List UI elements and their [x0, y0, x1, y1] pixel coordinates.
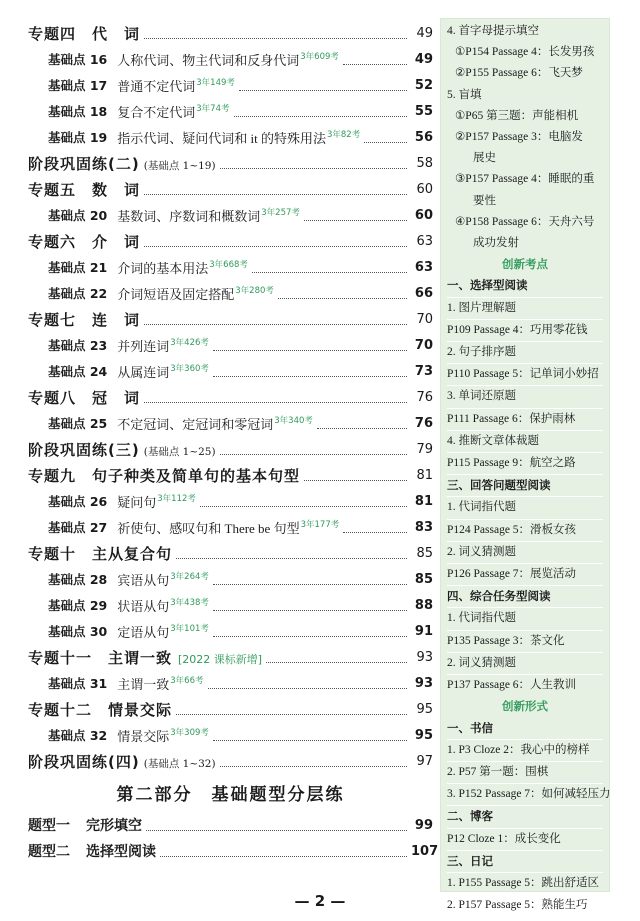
- sidebar-line: P109 Passage 4：巧用零花钱: [447, 320, 603, 342]
- toc-item-row: [28, 358, 433, 384]
- page-number-cell: 70: [416, 311, 433, 327]
- toc-title-text: 祈使句、感叹句和 There be 句型: [117, 520, 300, 536]
- toc-topic-row: [28, 540, 433, 566]
- toc-title: [117, 336, 209, 355]
- sidebar-line: ②P155 Passage 6：飞天梦: [455, 67, 583, 80]
- toc-title-text: 专题六 介 词: [28, 232, 141, 251]
- exam-frequency: 3年426考: [170, 337, 209, 348]
- sidebar-line: 创新形式: [502, 699, 548, 714]
- toc-title: [28, 309, 140, 330]
- toc-title-text: 阶段巩固练(二): [28, 154, 140, 173]
- toc-title: [117, 492, 196, 511]
- dot-leader: [208, 688, 408, 689]
- item-code: 基础点 26: [48, 494, 108, 509]
- toc-title-text: 疑问句: [117, 494, 157, 510]
- exam-frequency: 3年438考: [170, 597, 209, 608]
- toc-item-row: [28, 722, 433, 748]
- part-row-title: [28, 815, 142, 835]
- dot-leader: [160, 856, 407, 857]
- exam-frequency: 3年668考: [209, 259, 248, 270]
- page-number-cell: 99: [414, 817, 433, 833]
- toc-topic-row: [28, 384, 433, 410]
- dot-leader: [146, 830, 407, 831]
- toc-title: [117, 570, 209, 589]
- toc-title: [117, 518, 339, 537]
- toc-title: [117, 50, 339, 69]
- sidebar-line: P135 Passage 3：茶文化: [447, 631, 603, 653]
- sidebar-line: 展史: [473, 152, 496, 165]
- toc-title-text: 专题十二 情景交际: [28, 700, 173, 719]
- toc-title-text: 情景交际: [117, 728, 170, 744]
- dot-leader: [213, 610, 407, 611]
- page-number-cell: 70: [414, 337, 433, 353]
- part-name: 选择型阅读: [86, 844, 156, 860]
- toc-item-row: [28, 592, 433, 618]
- toc-topic-row: [28, 306, 433, 332]
- toc-item-row: [28, 98, 433, 124]
- sidebar-line: 要性: [473, 194, 496, 207]
- sidebar-line: 5. 盲填: [447, 88, 482, 101]
- toc-topic-row: [28, 150, 433, 176]
- toc-title: [117, 258, 248, 277]
- sidebar-line: 创新考点: [502, 257, 548, 272]
- toc-title: [117, 726, 209, 745]
- page-number-cell: 58: [416, 155, 433, 171]
- sidebar-line: 2. P157 Passage 5：熟能生巧: [447, 899, 588, 912]
- toc-item-row: [28, 410, 433, 436]
- toc-title-text: 阶段巩固练(四): [28, 752, 140, 771]
- page-number-cell: 63: [414, 259, 433, 275]
- page-number-cell: 56: [414, 129, 433, 145]
- toc-title: [117, 622, 209, 641]
- point-range: (基础点 1~19): [143, 159, 216, 172]
- toc-topic-row: [28, 696, 433, 722]
- toc-title-text: 普通不定代词: [117, 78, 196, 94]
- exam-frequency: 3年149考: [196, 77, 235, 88]
- page-number-cell: 95: [414, 727, 433, 743]
- dot-leader: [364, 142, 407, 143]
- exam-frequency: 3年66考: [170, 675, 204, 686]
- item-code: 基础点 28: [48, 572, 108, 587]
- toc-title-text: 宾语从句: [117, 572, 170, 588]
- exam-frequency: 3年360考: [170, 363, 209, 374]
- item-code: 基础点 30: [48, 624, 108, 639]
- page-number-cell: 52: [414, 77, 433, 93]
- toc-topic-row: [28, 748, 433, 774]
- toc-title: [28, 699, 172, 720]
- toc-title-text: 专题五 数 词: [28, 180, 141, 199]
- toc-title-text: 专题八 冠 词: [28, 388, 141, 407]
- exam-frequency: 3年82考: [326, 129, 361, 140]
- part-row: [28, 812, 433, 838]
- dot-leader: [144, 324, 407, 325]
- dot-leader: [317, 428, 407, 429]
- toc-topic-row: [28, 436, 433, 462]
- toc-item-row: [28, 46, 433, 72]
- dot-leader: [213, 636, 407, 637]
- page-number-cell: 85: [416, 545, 433, 561]
- dot-leader: [343, 532, 407, 533]
- toc-title: [117, 674, 203, 693]
- toc-title-text: 阶段巩固练(三): [28, 440, 140, 459]
- toc-title: [117, 596, 209, 615]
- toc-title-text: 人称代词、物主代词和反身代词: [117, 52, 300, 68]
- sidebar-line: ①P65 第三题：声能相机: [455, 109, 579, 122]
- sidebar-line: 1. P3 Cloze 2：我心中的榜样: [447, 740, 603, 762]
- sidebar-line: 三、回答问题型阅读: [447, 475, 603, 497]
- toc-topic-row: [28, 228, 433, 254]
- dot-leader: [176, 558, 407, 559]
- exam-frequency: 3年112考: [157, 493, 196, 504]
- sidebar-line: 2. 词义猜测题: [447, 542, 603, 564]
- sidebar-line: 成功发射: [473, 237, 519, 250]
- toc-title-text: 专题十一 主谓一致: [28, 648, 173, 667]
- toc-title: [28, 387, 140, 408]
- page-number-cell: 73: [414, 363, 433, 379]
- page-number-cell: 93: [414, 675, 433, 691]
- sidebar-line: 1. 代词指代题: [447, 608, 603, 630]
- dot-leader: [266, 662, 407, 663]
- item-code: 基础点 24: [48, 364, 108, 379]
- sidebar-line: 1. 图片理解题: [447, 298, 603, 320]
- item-code: 基础点 17: [48, 78, 108, 93]
- page-number-cell: 60: [414, 207, 433, 223]
- part-label: 题型一: [28, 818, 70, 834]
- new-standard-tag: [2022 课标新增]: [178, 652, 263, 666]
- sidebar-line: 二、博客: [447, 806, 603, 828]
- dot-leader: [176, 714, 407, 715]
- part-row: [28, 838, 439, 864]
- toc-item-row: [28, 202, 433, 228]
- sidebar-line: 1. 代词指代题: [447, 497, 603, 519]
- page-number-cell: 81: [416, 467, 433, 483]
- toc-title: [117, 284, 274, 303]
- dot-leader: [144, 402, 407, 403]
- part-row-title: [28, 841, 156, 861]
- item-code: 基础点 29: [48, 598, 108, 613]
- page-number-cell: 60: [416, 181, 433, 197]
- sidebar-line: 三、日记: [447, 851, 603, 873]
- dot-leader: [213, 584, 407, 585]
- toc-title: [117, 128, 360, 147]
- page-number-cell: 55: [414, 103, 433, 119]
- toc-item-row: [28, 488, 433, 514]
- dot-leader: [220, 168, 407, 169]
- toc-title-text: 基数词、序数词和概数词: [117, 208, 261, 224]
- exam-frequency: 3年309考: [170, 727, 209, 738]
- dot-leader: [343, 64, 407, 65]
- dot-leader: [144, 38, 407, 39]
- page-number-cell: 49: [416, 25, 433, 41]
- exam-frequency: 3年264考: [170, 571, 209, 582]
- exam-frequency: 3年74考: [196, 103, 230, 114]
- page-number-cell: 91: [414, 623, 433, 639]
- toc-title-text: 专题九 句子种类及简单句的基本句型: [28, 466, 301, 485]
- dot-leader: [213, 740, 407, 741]
- toc-topic-row: [28, 20, 433, 46]
- toc-item-row: [28, 514, 433, 540]
- toc-item-row: [28, 124, 433, 150]
- toc-title: [28, 647, 262, 668]
- sidebar-line: 四、综合任务型阅读: [447, 586, 603, 608]
- sidebar-panel: [440, 18, 611, 912]
- toc-title: [28, 153, 216, 174]
- toc-title-text: 不定冠词、定冠词和零冠词: [117, 416, 274, 432]
- item-code: 基础点 20: [48, 208, 108, 223]
- toc-title: [28, 23, 140, 44]
- toc-item-row: [28, 72, 433, 98]
- point-range: (基础点 1~25): [143, 445, 216, 458]
- sidebar-line: P115 Passage 9：航空之路: [447, 453, 603, 475]
- part-name: 完形填空: [86, 818, 142, 834]
- toc-title: [28, 231, 140, 252]
- item-code: 基础点 25: [48, 416, 108, 431]
- toc-title-text: 状语从句: [117, 598, 170, 614]
- toc-title: [28, 465, 300, 486]
- toc-title-text: 并列连词: [117, 338, 170, 354]
- dot-leader: [213, 350, 407, 351]
- dot-leader: [213, 376, 407, 377]
- sidebar-line: 2. P57 第一题：围棋: [447, 762, 603, 784]
- item-code: 基础点 32: [48, 728, 108, 743]
- sidebar-line: 3. P152 Passage 7：如何减轻压力: [447, 784, 603, 806]
- toc-title-text: 指示代词、疑问代词和 it 的特殊用法: [117, 130, 326, 146]
- toc-item-row: [28, 332, 433, 358]
- toc-topic-row: [28, 176, 433, 202]
- item-code: 基础点 18: [48, 104, 108, 119]
- exam-frequency: 3年609考: [300, 51, 339, 62]
- dot-leader: [252, 272, 407, 273]
- sidebar-line: P12 Cloze 1：成长变化: [447, 829, 603, 851]
- item-code: 基础点 27: [48, 520, 108, 535]
- toc-topic-row: [28, 462, 433, 488]
- exam-frequency: 3年101考: [170, 623, 209, 634]
- exam-frequency: 3年177考: [300, 519, 340, 530]
- dot-leader: [304, 480, 407, 481]
- part-label: 题型二: [28, 844, 70, 860]
- toc-title: [28, 751, 216, 772]
- toc-title: [28, 439, 216, 460]
- toc-title-text: 专题十 主从复合句: [28, 544, 173, 563]
- dot-leader: [220, 454, 407, 455]
- page-number-cell: 76: [414, 415, 433, 431]
- sidebar-line: P124 Passage 5：滑板女孩: [447, 520, 603, 542]
- toc-title: [117, 362, 209, 381]
- page-number-cell: 49: [414, 51, 433, 67]
- sidebar-line: 1. P155 Passage 5：跳出舒适区: [447, 873, 603, 895]
- dot-leader: [144, 194, 407, 195]
- sidebar-line: ②P157 Passage 3：电脑发: [455, 131, 583, 144]
- toc-title: [28, 543, 172, 564]
- exam-frequency: 3年340考: [274, 415, 313, 426]
- page-number-cell: 76: [416, 389, 433, 405]
- sidebar-line: 一、书信: [447, 718, 603, 740]
- page-number-cell: 107: [411, 843, 439, 859]
- sidebar-line: 3. 单词还原题: [447, 386, 603, 408]
- toc-title-text: 复合不定代词: [117, 104, 196, 120]
- toc-title: [117, 414, 313, 433]
- page-number-cell: 85: [414, 571, 433, 587]
- exam-frequency: 3年257考: [261, 207, 300, 218]
- page-number-cell: 93: [416, 649, 433, 665]
- item-code: 基础点 31: [48, 676, 108, 691]
- toc-title: [117, 102, 229, 121]
- sidebar-line: P110 Passage 5：记单词小妙招: [447, 364, 603, 386]
- page-number-cell: 95: [416, 701, 433, 717]
- toc-title-text: 定语从句: [117, 624, 170, 640]
- page-number-cell: 63: [416, 233, 433, 249]
- item-code: 基础点 16: [48, 52, 108, 67]
- toc-title-text: 专题七 连 词: [28, 310, 141, 329]
- page-number-cell: 97: [416, 753, 433, 769]
- sidebar-line: P126 Passage 7：展览活动: [447, 564, 603, 586]
- toc-title-text: 从属连词: [117, 364, 170, 380]
- sidebar-line: 2. 句子排序题: [447, 342, 603, 364]
- toc-title: [28, 179, 140, 200]
- table-of-contents: [28, 20, 439, 864]
- toc-item-row: [28, 566, 433, 592]
- toc-item-row: [28, 280, 433, 306]
- item-code: 基础点 23: [48, 338, 108, 353]
- page-number: — 2 —: [294, 892, 346, 910]
- toc-title-text: 主谓一致: [117, 676, 170, 692]
- page-number-cell: 79: [416, 441, 433, 457]
- dot-leader: [220, 766, 407, 767]
- item-code: 基础点 19: [48, 130, 108, 145]
- dot-leader: [278, 298, 407, 299]
- sidebar-line: 4. 推断文章体裁题: [447, 431, 603, 453]
- item-code: 基础点 22: [48, 286, 108, 301]
- toc-title-text: 介词短语及固定搭配: [117, 286, 235, 302]
- dot-leader: [200, 506, 407, 507]
- dot-leader: [144, 246, 407, 247]
- sidebar-line: 一、选择型阅读: [447, 275, 603, 297]
- toc-title-text: 专题四 代 词: [28, 24, 141, 43]
- sidebar-line: 4. 首字母提示填空: [447, 25, 539, 37]
- sidebar-line: P137 Passage 6：人生教训: [447, 679, 577, 692]
- toc-title-text: 介词的基本用法: [117, 260, 209, 276]
- part-title: 第二部分 基础题型分层练: [116, 785, 345, 805]
- sidebar-line: P111 Passage 6：保护雨林: [447, 409, 603, 431]
- dot-leader: [234, 116, 408, 117]
- page-number-cell: 83: [414, 519, 433, 535]
- page-number-cell: 88: [414, 597, 433, 613]
- toc-title: [117, 206, 300, 225]
- item-code: 基础点 21: [48, 260, 108, 275]
- sidebar-line: ①P154 Passage 4：长发男孩: [455, 46, 595, 59]
- page-number-cell: 81: [414, 493, 433, 509]
- page-number-cell: 66: [414, 285, 433, 301]
- toc-item-row: [28, 670, 433, 696]
- sidebar-line: ③P157 Passage 4：睡眠的重: [455, 173, 595, 186]
- exam-frequency: 3年280考: [235, 285, 274, 296]
- toc-title: [117, 76, 235, 95]
- toc-item-row: [28, 618, 433, 644]
- dot-leader: [304, 220, 407, 221]
- sidebar-list: [441, 19, 609, 918]
- toc-item-row: [28, 254, 433, 280]
- point-range: (基础点 1~32): [143, 757, 216, 770]
- toc-topic-row: [28, 644, 433, 670]
- sidebar-line: ④P158 Passage 6：天舟六号: [455, 215, 595, 228]
- dot-leader: [239, 90, 407, 91]
- sidebar-line: 2. 词义猜测题: [447, 653, 603, 675]
